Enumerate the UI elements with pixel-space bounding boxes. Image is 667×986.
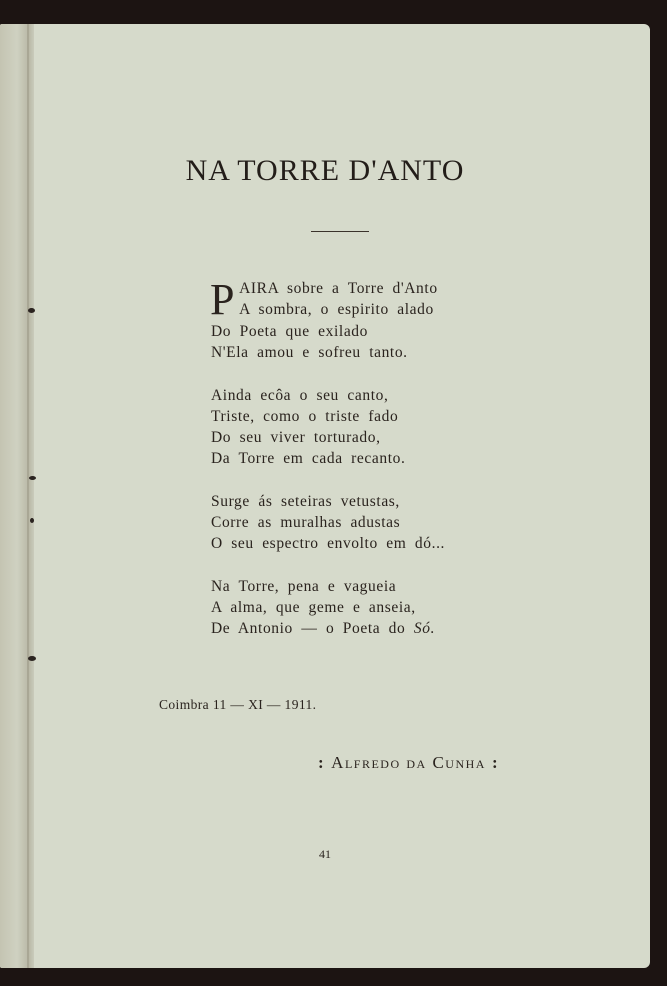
- stanza-2: [211, 385, 445, 470]
- page-number: 41: [319, 847, 331, 861]
- scan-border: [650, 24, 667, 968]
- poem-line: O seu espectro envolto em dó...: [211, 535, 446, 553]
- stanza-3: [211, 491, 445, 555]
- binding-hole: [30, 518, 34, 523]
- poem-title: NA TORRE D'ANTO: [185, 154, 465, 187]
- poem-line: Do seu viver torturado,: [211, 429, 381, 447]
- poem-line: PAIRA sobre a Torre d'Anto: [210, 275, 438, 324]
- date-line: Coimbra 11 — XI — 1911.: [159, 697, 317, 712]
- signature-colon: :: [491, 753, 500, 772]
- poem-line: Da Torre em cada recanto.: [211, 450, 406, 468]
- poem-line: Corre as muralhas adustas: [211, 514, 401, 532]
- author-name: Alfredo da Cunha: [331, 753, 486, 772]
- poem-line: A sombra, o espirito alado: [239, 301, 434, 319]
- binding-hole: [28, 308, 35, 313]
- stanza-4: [211, 576, 445, 640]
- poem-body: [210, 275, 446, 661]
- poem-line: A alma, que geme e anseia,: [211, 598, 416, 616]
- poem-line: Ainda ecôa o seu canto,: [211, 386, 389, 404]
- signature-colon: :: [318, 753, 326, 772]
- binding-hole: [29, 476, 36, 480]
- book-page: [0, 24, 650, 968]
- poem-line: Na Torre, pena e vagueia: [211, 577, 397, 595]
- poem-line: Triste, como o triste fado: [211, 407, 399, 425]
- poem-line: N'Ela amou e sofreu tanto.: [211, 344, 408, 362]
- poem-line: Do Poeta que exilado: [211, 323, 369, 340]
- poem-line: Surge ás seteiras vetustas,: [211, 492, 400, 510]
- title-divider: [311, 231, 369, 232]
- stanza-1: [210, 275, 445, 364]
- poem-line: De Antonio — o Poeta do Só.: [211, 620, 436, 638]
- drop-cap: P: [210, 275, 236, 324]
- author-signature: [312, 753, 505, 773]
- binding-hole: [28, 656, 36, 661]
